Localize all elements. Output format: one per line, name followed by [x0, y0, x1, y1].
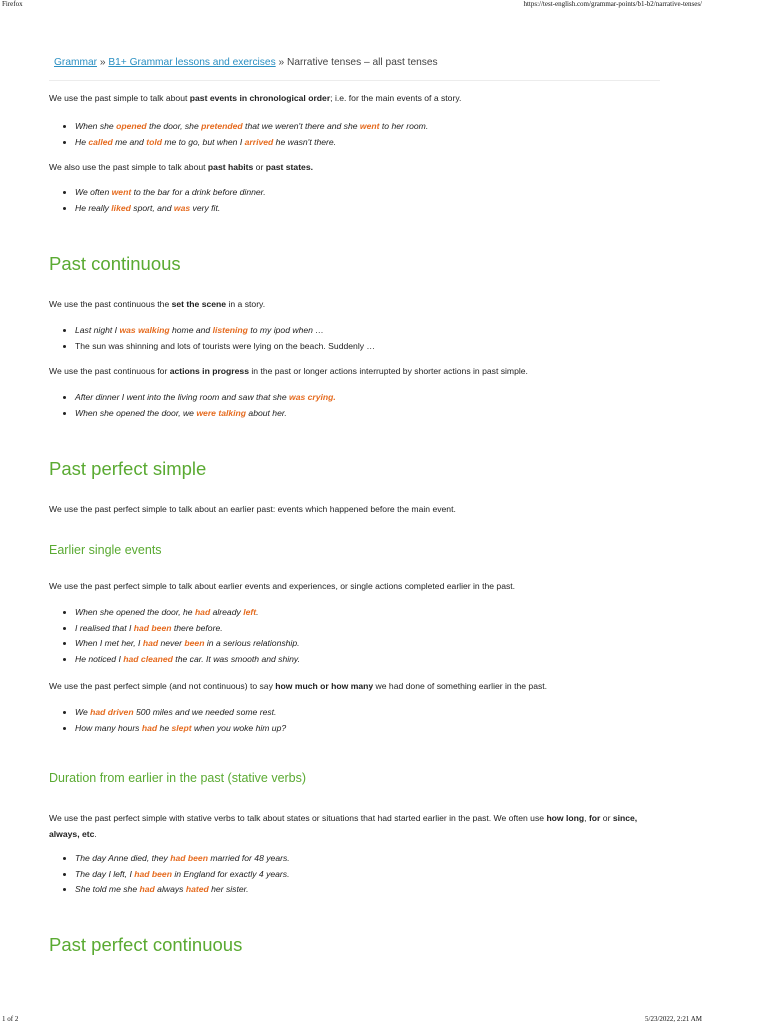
text-span: the car. It was smooth and shiny.	[172, 653, 300, 664]
highlighted-verb: hated	[185, 884, 209, 894]
highlighted-verb: listening	[212, 325, 248, 335]
example-item	[75, 185, 686, 201]
text-span: We use the past perfect simple to talk about earlier events and experiences, or single actions completed earlier in the past.	[49, 581, 516, 591]
text-span: married for 48 years.	[207, 853, 290, 863]
paragraph	[49, 365, 660, 377]
subsection-heading: Earlier single events	[49, 543, 162, 557]
text-span: me to go, but when I	[161, 136, 245, 147]
print-footer	[0, 1014, 768, 1024]
text-span: When she opened the door, he	[75, 607, 195, 617]
example-item	[75, 201, 686, 217]
example-item	[75, 705, 686, 721]
page-number: 1 of 2	[2, 1015, 19, 1023]
example-item	[75, 621, 686, 637]
text-span: when you woke him up?	[191, 722, 287, 733]
example-item	[75, 135, 686, 151]
text-span: How many hours	[75, 722, 142, 733]
text-span: to the bar for a drink before dinner.	[131, 187, 266, 197]
example-item	[75, 851, 686, 867]
text-span: her sister.	[208, 884, 249, 894]
bold-text: since, always, etc	[49, 813, 638, 839]
paragraph	[49, 298, 660, 310]
example-item	[75, 636, 686, 652]
breadcrumb-current: Narrative tenses – all past tenses	[287, 57, 438, 68]
text-span: never	[158, 638, 185, 648]
text-span: When I met her, I	[75, 638, 143, 648]
text-span: We use the past perfect simple (and not continuous) to say	[49, 681, 276, 691]
text-span: ,	[584, 813, 589, 823]
text-span: in a story.	[226, 299, 266, 309]
example-item	[75, 652, 686, 668]
text-span: He noticed I	[75, 653, 124, 664]
section-heading: Past continuous	[49, 253, 181, 274]
text-span: ; i.e. for the main events of a story.	[330, 93, 462, 103]
paragraph	[49, 503, 660, 515]
text-span: We use the past continuous for	[49, 366, 170, 376]
example-list	[49, 390, 686, 421]
highlighted-verb: left	[243, 607, 257, 617]
bold-text: for	[588, 813, 601, 823]
highlighted-verb: went	[111, 187, 132, 197]
example-item	[75, 339, 686, 355]
highlighted-verb: had been	[170, 853, 208, 863]
highlighted-verb: was crying.	[289, 392, 336, 402]
text-span: We often	[75, 187, 112, 197]
example-list	[49, 851, 686, 898]
text-span: about her.	[246, 407, 287, 418]
example-item	[75, 323, 686, 339]
highlighted-verb: was walking	[119, 325, 170, 335]
text-span: he	[157, 722, 172, 733]
paragraph	[49, 580, 660, 592]
highlighted-verb: had	[194, 607, 211, 617]
text-span: very fit.	[190, 202, 221, 213]
subsection-heading: Duration from earlier in the past (stative verbs)	[49, 771, 307, 785]
text-span: to my ipod when …	[247, 325, 324, 335]
text-span: After dinner I went into the living room and saw that she	[75, 392, 290, 402]
text-span: home and	[169, 325, 213, 335]
text-span: .	[256, 607, 259, 617]
paragraph	[49, 810, 660, 842]
text-span: The day Anne died, they	[75, 853, 171, 863]
breadcrumb-separator: »	[97, 57, 109, 68]
highlighted-verb: were talking	[196, 407, 247, 418]
paragraph	[49, 92, 660, 104]
example-list	[49, 705, 686, 736]
highlighted-verb: had	[139, 884, 155, 894]
text-span: When she opened the door, we	[75, 407, 197, 418]
text-span: to her room.	[379, 121, 429, 131]
highlighted-verb: had driven	[90, 707, 134, 717]
text-span: there before.	[171, 622, 223, 633]
highlighted-verb: slept	[171, 722, 192, 733]
text-span: We	[75, 707, 91, 717]
highlighted-verb: pretended	[201, 121, 243, 131]
text-span: Last night I	[75, 325, 120, 335]
paragraph	[49, 680, 660, 692]
highlighted-verb: had	[142, 638, 159, 648]
text-span: She told me she	[75, 884, 140, 894]
breadcrumb	[49, 52, 660, 81]
breadcrumb-separator: »	[275, 57, 287, 68]
text-span: He really	[75, 202, 112, 213]
text-span: I realised that I	[75, 622, 134, 633]
highlighted-verb: was	[173, 202, 191, 213]
bold-text: set the scene	[171, 299, 227, 309]
highlighted-verb: told	[146, 136, 162, 147]
text-span: 500 miles and we needed some rest.	[133, 707, 277, 717]
example-item	[75, 406, 686, 422]
text-span: we had done of something earlier in the past.	[373, 681, 548, 691]
highlighted-verb: went	[359, 121, 380, 131]
bold-text: how much or how many	[275, 681, 374, 691]
highlighted-verb: had	[141, 722, 158, 733]
print-header	[0, 0, 768, 10]
highlighted-verb: opened	[116, 121, 147, 131]
highlighted-verb: liked	[111, 202, 131, 213]
text-span: already	[210, 607, 244, 617]
paragraph	[49, 161, 660, 173]
example-list	[49, 119, 686, 150]
text-span: We use the past perfect simple to talk about an earlier past: events which happened before the main event.	[49, 504, 456, 514]
example-item	[75, 605, 686, 621]
bold-text: past habits	[207, 162, 254, 172]
text-span: The day I left, I	[75, 868, 135, 879]
section-heading: Past perfect continuous	[49, 934, 243, 955]
text-span: sport, and	[130, 202, 174, 213]
bold-text: past states.	[265, 162, 314, 172]
example-item	[75, 867, 686, 883]
text-span: always	[154, 884, 186, 894]
text-span: the door, she	[146, 121, 202, 131]
example-item	[75, 882, 686, 898]
breadcrumb-link-grammar[interactable]: Grammar	[54, 57, 98, 68]
text-span: that we weren't there and she	[242, 121, 360, 131]
highlighted-verb: been	[184, 638, 205, 648]
highlighted-verb: arrived	[244, 136, 274, 147]
page-url: https://test-english.com/grammar-points/b1-b2/narrative-tenses/	[523, 0, 702, 8]
breadcrumb-link-b1-lessons[interactable]: B1+ Grammar lessons and exercises	[108, 57, 276, 68]
example-list	[49, 605, 686, 667]
text-span: he wasn't there.	[273, 136, 337, 147]
bold-text: how long	[546, 813, 585, 823]
highlighted-verb: had been	[133, 622, 172, 633]
example-list	[49, 185, 686, 216]
text-span: We use the past continuous the	[49, 299, 172, 309]
text-span: me and	[112, 136, 147, 147]
text-span: in England for exactly 4 years.	[171, 868, 290, 879]
text-span: He	[75, 136, 89, 147]
highlighted-verb: had cleaned	[123, 653, 173, 664]
highlighted-verb: had been	[134, 868, 172, 879]
example-item	[75, 119, 686, 135]
text-span: We use the past perfect simple with stative verbs to talk about states or situations that had started earlier in the past. We often use	[49, 813, 547, 823]
text-span: or	[600, 813, 613, 823]
browser-name: Firefox	[2, 0, 23, 8]
bold-text: actions in progress	[169, 366, 249, 376]
text-span: or	[253, 162, 266, 172]
example-item	[75, 390, 686, 406]
text-span: .	[94, 829, 97, 839]
text-span: We also use the past simple to talk about	[49, 162, 208, 172]
text-span: When she	[75, 121, 117, 131]
section-heading: Past perfect simple	[49, 458, 207, 479]
bold-text: past events in chronological order	[189, 93, 331, 103]
text-span: in a serious relationship.	[204, 638, 300, 648]
print-datetime: 5/23/2022, 2:21 AM	[645, 1015, 702, 1023]
text-span: The sun was shinning and lots of tourists were lying on the beach. Suddenly …	[75, 340, 376, 351]
example-list	[49, 323, 686, 354]
example-item	[75, 721, 686, 737]
text-span: We use the past simple to talk about	[49, 93, 190, 103]
highlighted-verb: called	[88, 136, 113, 147]
article	[49, 52, 660, 955]
text-span: in the past or longer actions interrupted by shorter actions in past simple.	[248, 366, 528, 376]
